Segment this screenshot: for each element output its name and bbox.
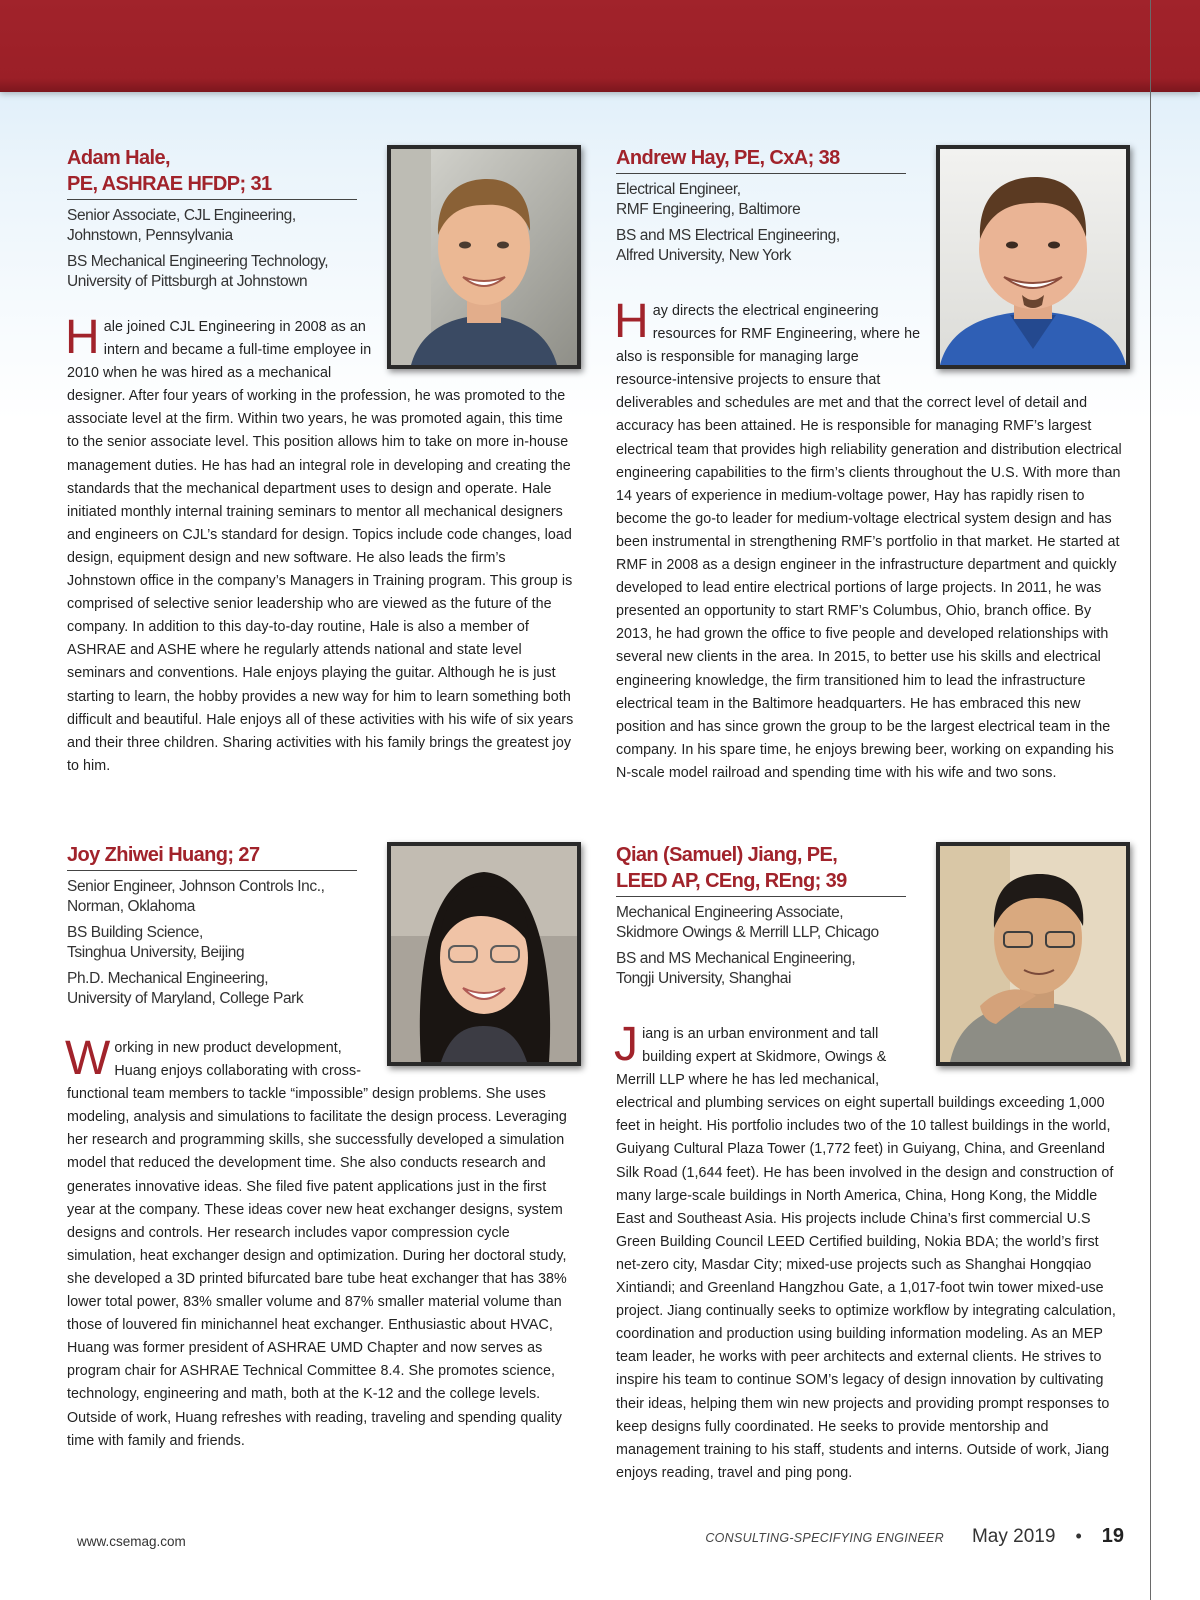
portrait-photo-joy-huang — [387, 842, 581, 1066]
profile-bio — [65, 311, 577, 778]
footer-page-number: 19 — [1101, 1525, 1124, 1547]
profile-education: BS Building Science, Tsinghua University, Beijing — [67, 924, 245, 961]
profile-position: Senior Associate, CJL Engineering, Johnstown, Pennsylvania — [67, 207, 296, 244]
profile-position: Electrical Engineer, RMF Engineering, Baltimore — [616, 181, 801, 218]
footer-bullet: • — [1075, 1526, 1082, 1546]
profile-qian-jiang — [616, 842, 1126, 1485]
bio-text: orking in new product development, Huang enjoys collaborating with cross-functional team members to tackle “impossible” design problems. She uses modeling, analysis and simulations to facilitate the design process. Leveraging her research and programming skills, she successfully developed a simulation model that reduced the development time. She also conducts research and generates innovative ideas. She filed five patent applications just in the first year at the company. These ideas cover new heat exchanger designs, system designs and controls. Her research includes vapor compression cycle simulation, heat exchanger design and optimization. During her doctoral study, she developed a 3D printed bifurcated bare tube heat exchanger that has 38% lower total power, 83% smaller volume and 87% smaller material volume than those of louvered fin minichannel heat exchanger. Enthusiastic about HVAC, Huang was former president of ASHRAE UMD Chapter and now serves as program chair for ASHRAE Technical Committee 8.4. She promotes science, technology, engineering and math, both at the K-12 and the college levels. Outside of work, Huang refreshes with reading, traveling and spending quality time with family and friends. — [67, 1040, 567, 1449]
portrait-photo-qian-jiang — [936, 842, 1130, 1066]
profile-name: Qian (Samuel) Jiang, PE, LEED AP, CEng, REng; 39 — [616, 844, 847, 892]
profile-bio — [614, 295, 1126, 785]
profile-education: BS and MS Mechanical Engineering, Tongji University, Shanghai — [616, 950, 856, 987]
footer-issue-date: May 2019 — [971, 1526, 1056, 1547]
profile-name: Adam Hale, PE, ASHRAE HFDP; 31 — [67, 147, 272, 195]
page-edge-line — [1150, 0, 1151, 1600]
profile-adam-hale — [67, 145, 577, 778]
drop-cap: W — [65, 1032, 111, 1085]
bio-text: ay directs the electrical engineering resources for RMF Engineering, where he also is responsible for managing large resource-intensive projects to ensure that deliverables and schedules are met and that the correct level of detail and accuracy has been attained. He is responsible for managing RMF’s largest electrical team that provides high reliability generation and distribution electrical engineering capabilities to the firm’s clients throughout the U.S. With more than 14 years of experience in medium-voltage power, Hay has rapidly risen to become the go-to leader for medium-voltage electrical system design and has been instrumental in strengthening RMF’s portfolio in that market. He started at RMF in 2008 as a design engineer in the infrastructure department and quickly developed to lead entire electrical portions of large projects. In 2011, he was presented an opportunity to start RMF’s Columbus, Ohio, branch office. By 2013, he had grown the office to five people and developed relationships with several new clients in the area. In 2015, to better use his skills and electrical engineering knowledge, the firm transitioned him to lead the infrastructure electrical team in the Baltimore headquarters. He has embraced this new position and has since grown the group to be the largest electrical team in the company. In his spare time, he enjoys brewing beer, working on expanding his N-scale model railroad and spending time with his wife and two sons. — [616, 303, 1122, 781]
bio-text: ale joined CJL Engineering in 2008 as an intern and became a full-time employee in 2010 when he was hired as a mechanical designer. After four years of working in the profession, he was promoted to the associate level at the firm. Within two years, he was promoted again, this time to the senior associate level. This position allows him to take on more in-house management duties. He has had an integral role in developing and creating the standards that the mechanical department uses to design and operate. Hale initiated monthly internal training seminars to mentor all mechanical designers and engineers on CJL’s standard for design. Topics include code changes, load design, equipment design and new software. He also leads the firm’s Johnstown office in the company’s Managers in Training program. This group is comprised of selective senior leadership who are viewed as the future of the company. In addition to this day-to-day routine, Hale is also a member of ASHRAE and ASHE where he regularly attends national and state level seminars and conventions. Hale enjoys playing the guitar. Although he is just starting to learn, the hobby provides a new way for him to learn something both difficult and beautiful. Hale enjoys all of these activities with his wife of six years and their three children. Sharing activities with his family brings the greatest joy to him. — [67, 319, 574, 774]
bio-text: iang is an urban environment and tall building expert at Skidmore, Owings & Merrill LLP where he has led mechanical, electrical and plumbing services on eight supertall buildings exceeding 1,000 feet in height. His portfolio includes two of the 10 tallest buildings in the world, Guiyang Cultural Plaza Tower (1,772 feet) in Guiyang, China, and Greenland Silk Road (1,644 feet). He has been involved in the design and construction of many large-scale buildings in North America, China, Hong Kong, the Middle East and Southeast Asia. His projects include China’s first commercial U.S Green Building Council LEED Certified building, Nokia BDA; the world’s first net-zero city, Masdar City; mixed-use projects such as Shanghai Hongqiao Xintiandi; and Greenland Hangzhou Gate, a 1,017-foot twin tower mixed-use project. Jiang continually seeks to optimize workflow by integrating calculation, coordination and production using building information modeling. As an MEP team leader, he works with peer architects and external clients. He strives to inspire his team to continue SOM’s legacy of design innovation by cultivating their ideas, helping them win new projects and providing prompt responses to keep designs fully coordinated. He seeks to provide mentorship and management training to his staff, students and interns. Outside of work, Jiang enjoys reading, travel and ping pong. — [616, 1026, 1116, 1481]
name-underline — [67, 199, 357, 200]
profile-education: BS Mechanical Engineering Technology, University of Pittsburgh at Johnstown — [67, 253, 329, 290]
profile-education: Ph.D. Mechanical Engineering, University of Maryland, College Park — [67, 970, 304, 1007]
top-color-band — [0, 0, 1200, 92]
footer-website-url: www.csemag.com — [77, 1534, 186, 1549]
footer-folio — [705, 1525, 1124, 1548]
profile-name: Andrew Hay, PE, CxA; 38 — [616, 147, 840, 169]
drop-cap: H — [614, 295, 649, 348]
profile-name: Joy Zhiwei Huang; 27 — [67, 844, 260, 866]
profile-education: BS and MS Electrical Engineering, Alfred University, New York — [616, 227, 840, 264]
profile-joy-huang — [67, 842, 577, 1453]
name-underline — [616, 896, 906, 897]
footer-publication-name: CONSULTING-SPECIFYING ENGINEER — [705, 1531, 944, 1545]
profile-andrew-hay — [616, 145, 1126, 785]
profile-position: Senior Engineer, Johnson Controls Inc., Norman, Oklahoma — [67, 878, 325, 915]
profile-bio — [614, 1018, 1126, 1485]
portrait-photo-adam-hale — [387, 145, 581, 369]
profile-position: Mechanical Engineering Associate, Skidmore Owings & Merrill LLP, Chicago — [616, 904, 879, 941]
profile-bio — [65, 1032, 577, 1453]
portrait-photo-andrew-hay — [936, 145, 1130, 369]
drop-cap: H — [65, 311, 100, 364]
drop-cap: J — [614, 1018, 639, 1071]
name-underline — [67, 870, 357, 871]
name-underline — [616, 173, 906, 174]
